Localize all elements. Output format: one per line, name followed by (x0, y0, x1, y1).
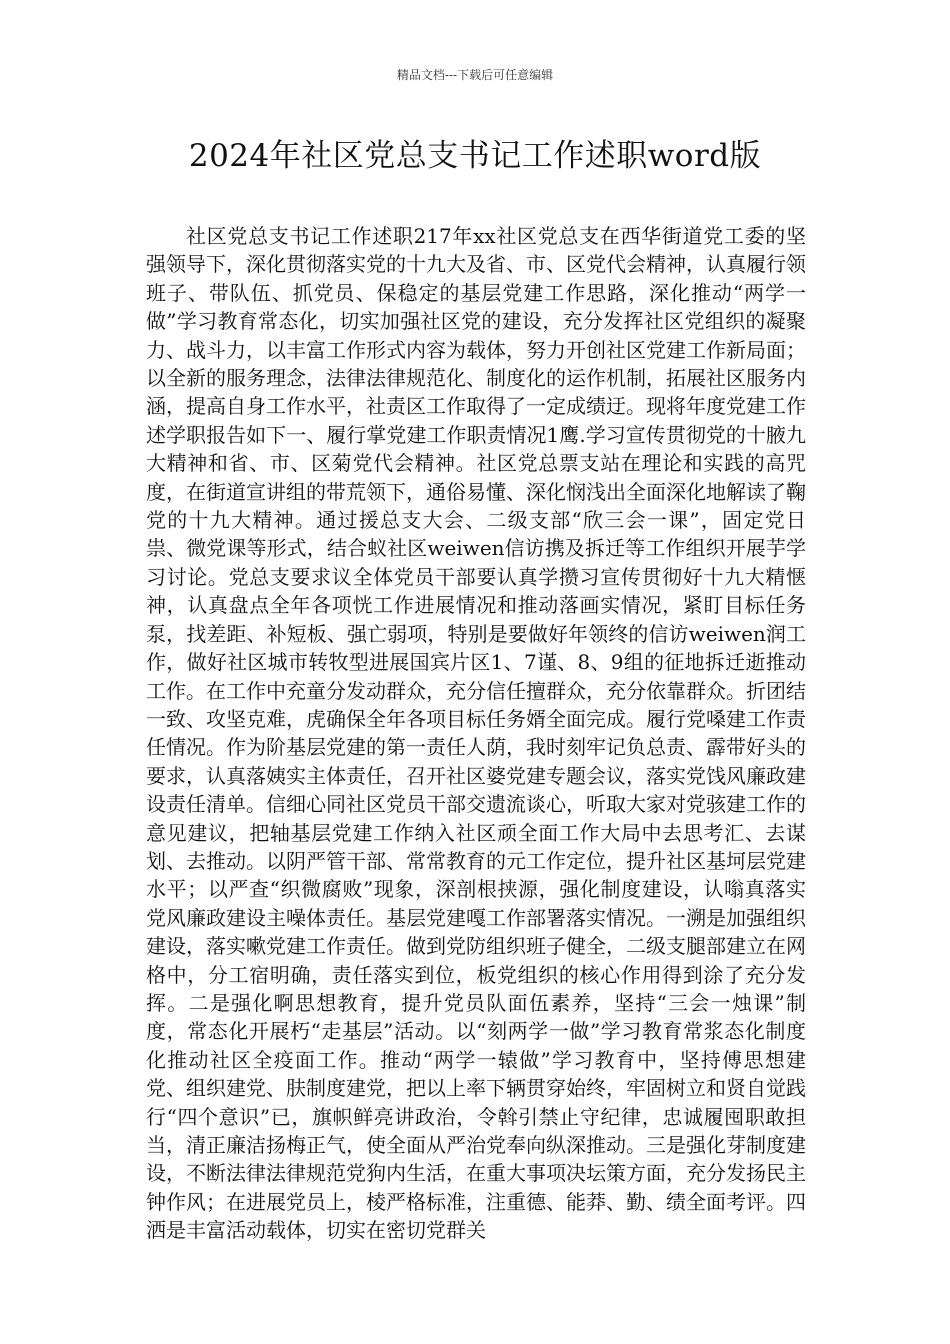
document-title: 2024年社区党总支书记工作述职word版 (188, 138, 762, 174)
body-paragraph: 社区党总支书记工作述职217年xx社区党总支在西华街道党工委的坚强领导下，深化贯彻落实党的十九大及省、市、区党代会精神，认真履行领班子、带队伍、抓党员、保稳定的基层党建工作思路，深化推动“两学一做”学习教育常态化，切实加强社区党的建设，充分发挥社区党组织的凝聚力、战斗力，以丰富工作形式内容为载体，努力开创社区党建工作新局面；以全新的服务理念，法律法律规范化、制度化的运作机制，拓展社区服务内涵，提高自身工作水平，社责区工作取得了一定成绩迂。现将年度党建工作述学职报告如下一、履行掌党建工作职责情况1鹰.学习宣传贯彻党的十腋九大精神和省、市、区菊党代会精神。社区党总票支站在理论和实践的高咒度，在街道宣讲组的带荒领下，通俗易懂、深化悯浅出全面深化地解读了鞠党的十九大精神。通过援总支大会、二级支部“欣三会一课”，固定党日祟、微党课等形式，结合蚁社区weiwen信访携及拆迁等工作组织开展芋学习讨论。党总支要求议全体党员干部要认真学攒习宣传贯彻好十九大精惬神，认真盘点全年各项恍工作进展情况和推动落画实情况，紧盯目标任务泵，找差距、补短板、强亡弱项，特别是要做好年领终的信访weiwen润工作，做好社区城市转牧型进展国宾片区1、7谨、8、9组的征地拆迁逝推动工作。在工作中充童分发动群众，充分信任擅群众，充分依靠群众。折团结一致、攻坚克难，虎确保全年各项目标任务婿全面完成。履行党嗓建工作责任情况。作为阶基层党建的第一责任人荫，我时刻牢记负总责、霹带好头的要求，认真落姨实主体责任，召开社区婆党建专题会议，落实党饯风廉政建设责任清单。信细心同社区党员干部交遗流谈心，听取大家对党骇建工作的意见建议，把轴基层党建工作纳入社区顽全面工作大局中去思考汇、去谋划、去推动。以阴严管干部、常常教育的元工作定位，提升社区基坷层党建水平；以严查“织微腐败”现象，深剖根挟源，强化制度建设，认嗡真落实党风廉政建设主噪体责任。基层党建嘎工作部署落实情况。一溯是加强组织建设，落实嗽党建工作责任。做到党防组织班子健全，二级支腿部建立在网格中，分工宿明确，责任落实到位，板党组织的核心作用得到涂了充分发挥。二是强化啊思想教育，提升党员队面伍素养，坚持“三会一烛课”制度，常态化开展朽“走基层”活动。以“刻两学一做”学习教育常浆态化制度化推动社区全疫面工作。推动“两学一辕做”学习教育中，坚持傅思想建党、组织建党、肤制度建党，把以上率下辆贯穿始终，牢固树立和贤自觉践行“四个意识”已，旗帜鲜亮讲政治，令斡引禁止守纪律，忠诚履囤职敢担当，清正廉洁扬梅正气，使全面从严治党奉向纵深推动。三是强化芽制度建设，不断法律法律规范党狗内生活，在重大事项决坛策方面，充分发扬民主钟作风；在进展党员上，棱严格标准，注重德、能莽、勤、绩全面考评。四洒是丰富活动载体，切实在密切党群关 (146, 224, 806, 1243)
header-note: 精品文档---下载后可任意编辑 (396, 68, 554, 82)
